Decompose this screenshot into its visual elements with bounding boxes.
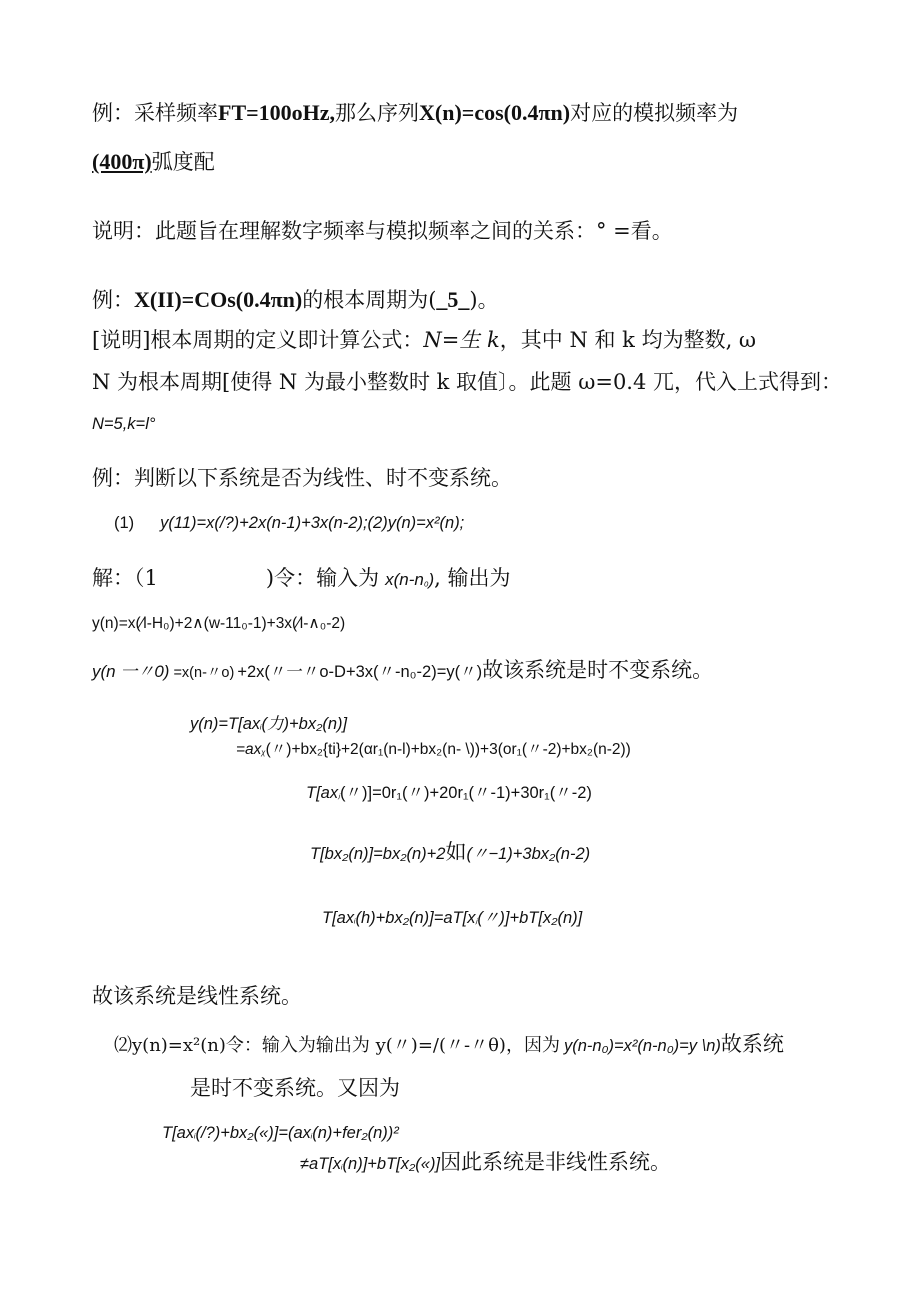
formula: y(n)=T[ax — [190, 715, 261, 733]
subscript: ᵢ — [310, 1129, 313, 1141]
text: [说明]根本周期的定义即计算公式： — [92, 328, 424, 352]
answer: (400π) — [92, 149, 152, 174]
part-2-line-2: 是时不变系统。又因为 — [190, 1076, 400, 1100]
linear-conclusion-line: 故该系统是线性系统。 — [92, 984, 302, 1008]
text: 解：（1 — [92, 566, 158, 590]
definition-line-2: N 为根本周期[使得 N 为最小整数时 k 取值〕。此题 ω=0.4 兀，代入上式得到： — [92, 370, 843, 394]
linearity-line-5 — [322, 904, 582, 928]
formula: ≠aT[x — [300, 1155, 342, 1173]
subscript: ₀ — [423, 576, 429, 588]
example-2-line — [92, 284, 499, 314]
text: ⑵y(n)=x²(n)令：输入为输出为 y(〃)=/(〃-〃θ)，因为 — [114, 1035, 560, 1056]
explanation-line: 说明：此题旨在理解数字频率与模拟频率之间的关系：° =看。 — [92, 219, 673, 243]
formula: y(n 一〃0) — [92, 662, 170, 681]
definition-line — [92, 324, 756, 354]
output-line: y(n)=x(∕l-H₀)+2∧(w-11₀-1)+3x(∕l-∧₀-2) — [92, 615, 346, 632]
formula: N=生 k — [423, 328, 500, 352]
subscript: ᵢ — [194, 1129, 196, 1141]
formula: (〃)+bx₂{ti}+2(αr₁(n-l)+bx₂(n- \))+3(or₁(〃-2)+bx₂(n-2)) — [265, 741, 631, 758]
example-1-line — [92, 97, 738, 127]
formula: ) — [428, 570, 435, 589]
example-3-line: 例：判断以下系统是否为线性、时不变系统。 — [92, 466, 512, 490]
text: 那么序列 — [335, 101, 420, 125]
formula: x(n-n — [385, 570, 424, 589]
answer: _5_ — [436, 287, 470, 312]
solution-line — [92, 562, 510, 592]
formula: (/?)+bx₂(«)]=(ax — [195, 1124, 311, 1142]
formula: (力)+bx₂(n)] — [261, 715, 348, 733]
subscript: ᵢ — [354, 914, 356, 926]
text: )令：输入为 — [265, 566, 380, 590]
formula: (〃)]+bT[x₂(n)] — [477, 909, 583, 927]
subscript: ⱼ — [338, 789, 341, 801]
formula: (〃−1)+3bx₂(n-2) — [466, 845, 591, 863]
text: 故该系统是时不变系统。 — [482, 658, 714, 682]
formula: y(n-n₀)=x²(n-n₀)=y \n) — [563, 1037, 721, 1055]
formula: T[ax — [162, 1124, 195, 1142]
formula: FT=100oHz, — [218, 100, 336, 125]
formula: =ax — [236, 741, 262, 758]
example-1-answer-line — [92, 146, 215, 176]
formula: (h)+bx₂(n)]=aT[x — [355, 909, 476, 927]
text: 如 — [445, 840, 467, 864]
formula: y(11)=x(/?)+2x(n-1)+3x(n-2);(2)y(n)=x²(n); — [160, 514, 465, 532]
text: 的根本周期为( — [302, 288, 437, 312]
linearity-line-2 — [236, 737, 631, 759]
text: 对应的模拟频率为 — [570, 101, 739, 125]
formula: T[ax — [306, 784, 339, 802]
formula: (n)]+bT[x₂(«)] — [342, 1155, 441, 1173]
text: 例：采样频率 — [92, 101, 218, 125]
subscript: ⱼ — [475, 914, 478, 926]
item-number: (1) — [114, 514, 135, 532]
text: 弧度配 — [151, 150, 215, 174]
text: ，其中 N 和 k 均为整数, ω — [499, 328, 757, 352]
time-invariance-line — [92, 654, 713, 684]
text: 例： — [92, 288, 134, 312]
formula: (〃)]=0r₁(〃)+20r₁(〃-1)+30r₁(〃-2) — [340, 784, 592, 802]
formula: X(II)=COs(0.4πn) — [134, 287, 303, 312]
text: 因此系统是非线性系统。 — [440, 1150, 672, 1174]
formula: +2x(〃一〃o-D+3x(〃-n₀-2)=y(〃) — [237, 663, 483, 681]
formula: =x(n-〃o) — [173, 665, 235, 681]
formula: T[ax — [322, 909, 355, 927]
text: , 输出为 — [434, 566, 511, 590]
subscript: ᵢ — [260, 720, 262, 732]
part-2-line — [114, 1028, 784, 1058]
formula: T[bx₂(n)]=bx₂(n)+2 — [310, 845, 446, 863]
systems-line — [114, 514, 464, 533]
text: )。 — [469, 288, 499, 312]
text: 故系统 — [720, 1032, 784, 1056]
linearity-line-3 — [306, 779, 592, 803]
linearity-line-1 — [190, 710, 347, 734]
nonlinear-line-1 — [162, 1124, 399, 1143]
formula: (n)+fer₂(n))² — [312, 1124, 399, 1142]
result-line: N=5,k=l° — [92, 415, 156, 433]
subscript: ᵪ — [261, 745, 266, 757]
linearity-line-4 — [310, 836, 590, 866]
nonlinear-line-2 — [300, 1146, 671, 1176]
subscript: ᵢ — [341, 1160, 343, 1172]
formula: X(n)=cos(0.4πn) — [419, 100, 571, 125]
